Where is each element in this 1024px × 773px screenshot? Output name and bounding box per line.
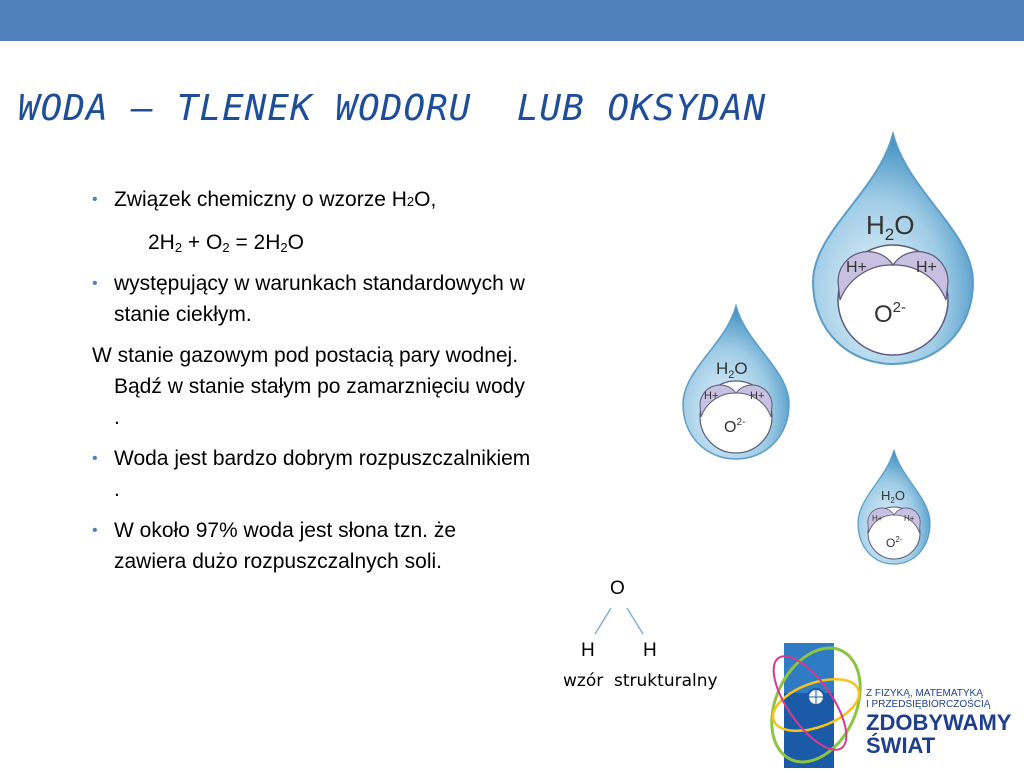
water-drop-medium-icon — [680, 304, 792, 464]
logo-line4: ŚWIAT — [866, 733, 936, 758]
bullet-text: W około 97% woda jest słona tzn. że zawiera dużo rozpuszczalnych soli. — [114, 519, 457, 573]
drop-h-plus-left: H+ — [704, 390, 719, 402]
bullet-icon: • — [92, 275, 98, 292]
bullet-text: Woda jest bardzo dobrym rozpuszczalnikiem . — [114, 447, 531, 501]
bullet-icon: • — [92, 191, 98, 208]
drop-h-plus-left: H+ — [846, 259, 867, 276]
bullet-text-end: O, — [414, 188, 437, 211]
bullet-item — [92, 184, 532, 217]
bullet-text: Związek chemiczny o wzorze H — [114, 188, 407, 211]
eq-sub: 2 — [174, 240, 183, 255]
bullet-icon: • — [92, 522, 98, 539]
drop-h-plus-left: H+ — [872, 514, 883, 523]
eq-part: 2H — [148, 231, 175, 254]
water-drop-small-icon — [856, 448, 932, 568]
drop-h2o-label: $H_2O$ — [881, 488, 905, 505]
bullet-item — [92, 515, 532, 577]
subscript: 2 — [406, 194, 415, 209]
drop-o-label: $O^{2-}$ — [724, 417, 746, 436]
drop-h-plus-right: H+ — [904, 514, 915, 523]
slide-title: WODA – TLENEK WODORU LUB OKSYDAN — [18, 88, 767, 129]
paragraph: W stanie gazowym pod postacią pary wodnej. Bądź w stanie stałym po zamarznięciu wody . — [92, 344, 525, 429]
eq-part: = 2H — [229, 231, 281, 254]
atom-o: O — [610, 578, 625, 599]
logo-line3: ZDOBYWAMY — [866, 710, 1012, 735]
eq-part: O — [287, 231, 304, 254]
slide-content — [92, 184, 532, 587]
water-drop-large-icon — [808, 132, 978, 372]
structural-formula — [555, 578, 755, 698]
logo-line1: Z FIZYKĄ, MATEMATYKĄ — [866, 688, 983, 699]
atom-h-left: H — [581, 640, 595, 661]
eq-sub: 2 — [222, 240, 230, 255]
drop-h2o-label: $H_2O$ — [716, 359, 748, 381]
formula-caption: wzór strukturalny — [563, 671, 718, 691]
reaction-equation — [92, 227, 532, 258]
bullet-text: występujący w warunkach standardowych w stanie ciekłym. — [114, 272, 525, 326]
drop-h-plus-right: H+ — [916, 259, 937, 276]
atom-h-right: H — [643, 640, 657, 661]
bullet-item — [92, 443, 532, 505]
bullet-item — [92, 268, 532, 330]
drop-o-label: $O^{2-}$ — [886, 535, 903, 550]
logo-line2: I PRZEDSIĘBIORCZOŚCIĄ — [866, 699, 991, 710]
bullet-icon: • — [92, 450, 98, 467]
drop-h-plus-right: H+ — [750, 390, 765, 402]
drop-o-label: $O^{2-}$ — [874, 299, 907, 328]
eq-sub: 2 — [280, 240, 288, 255]
eq-part: + O — [182, 231, 223, 254]
drop-h2o-label: $H_2O$ — [866, 210, 915, 244]
header-band — [0, 0, 1024, 41]
